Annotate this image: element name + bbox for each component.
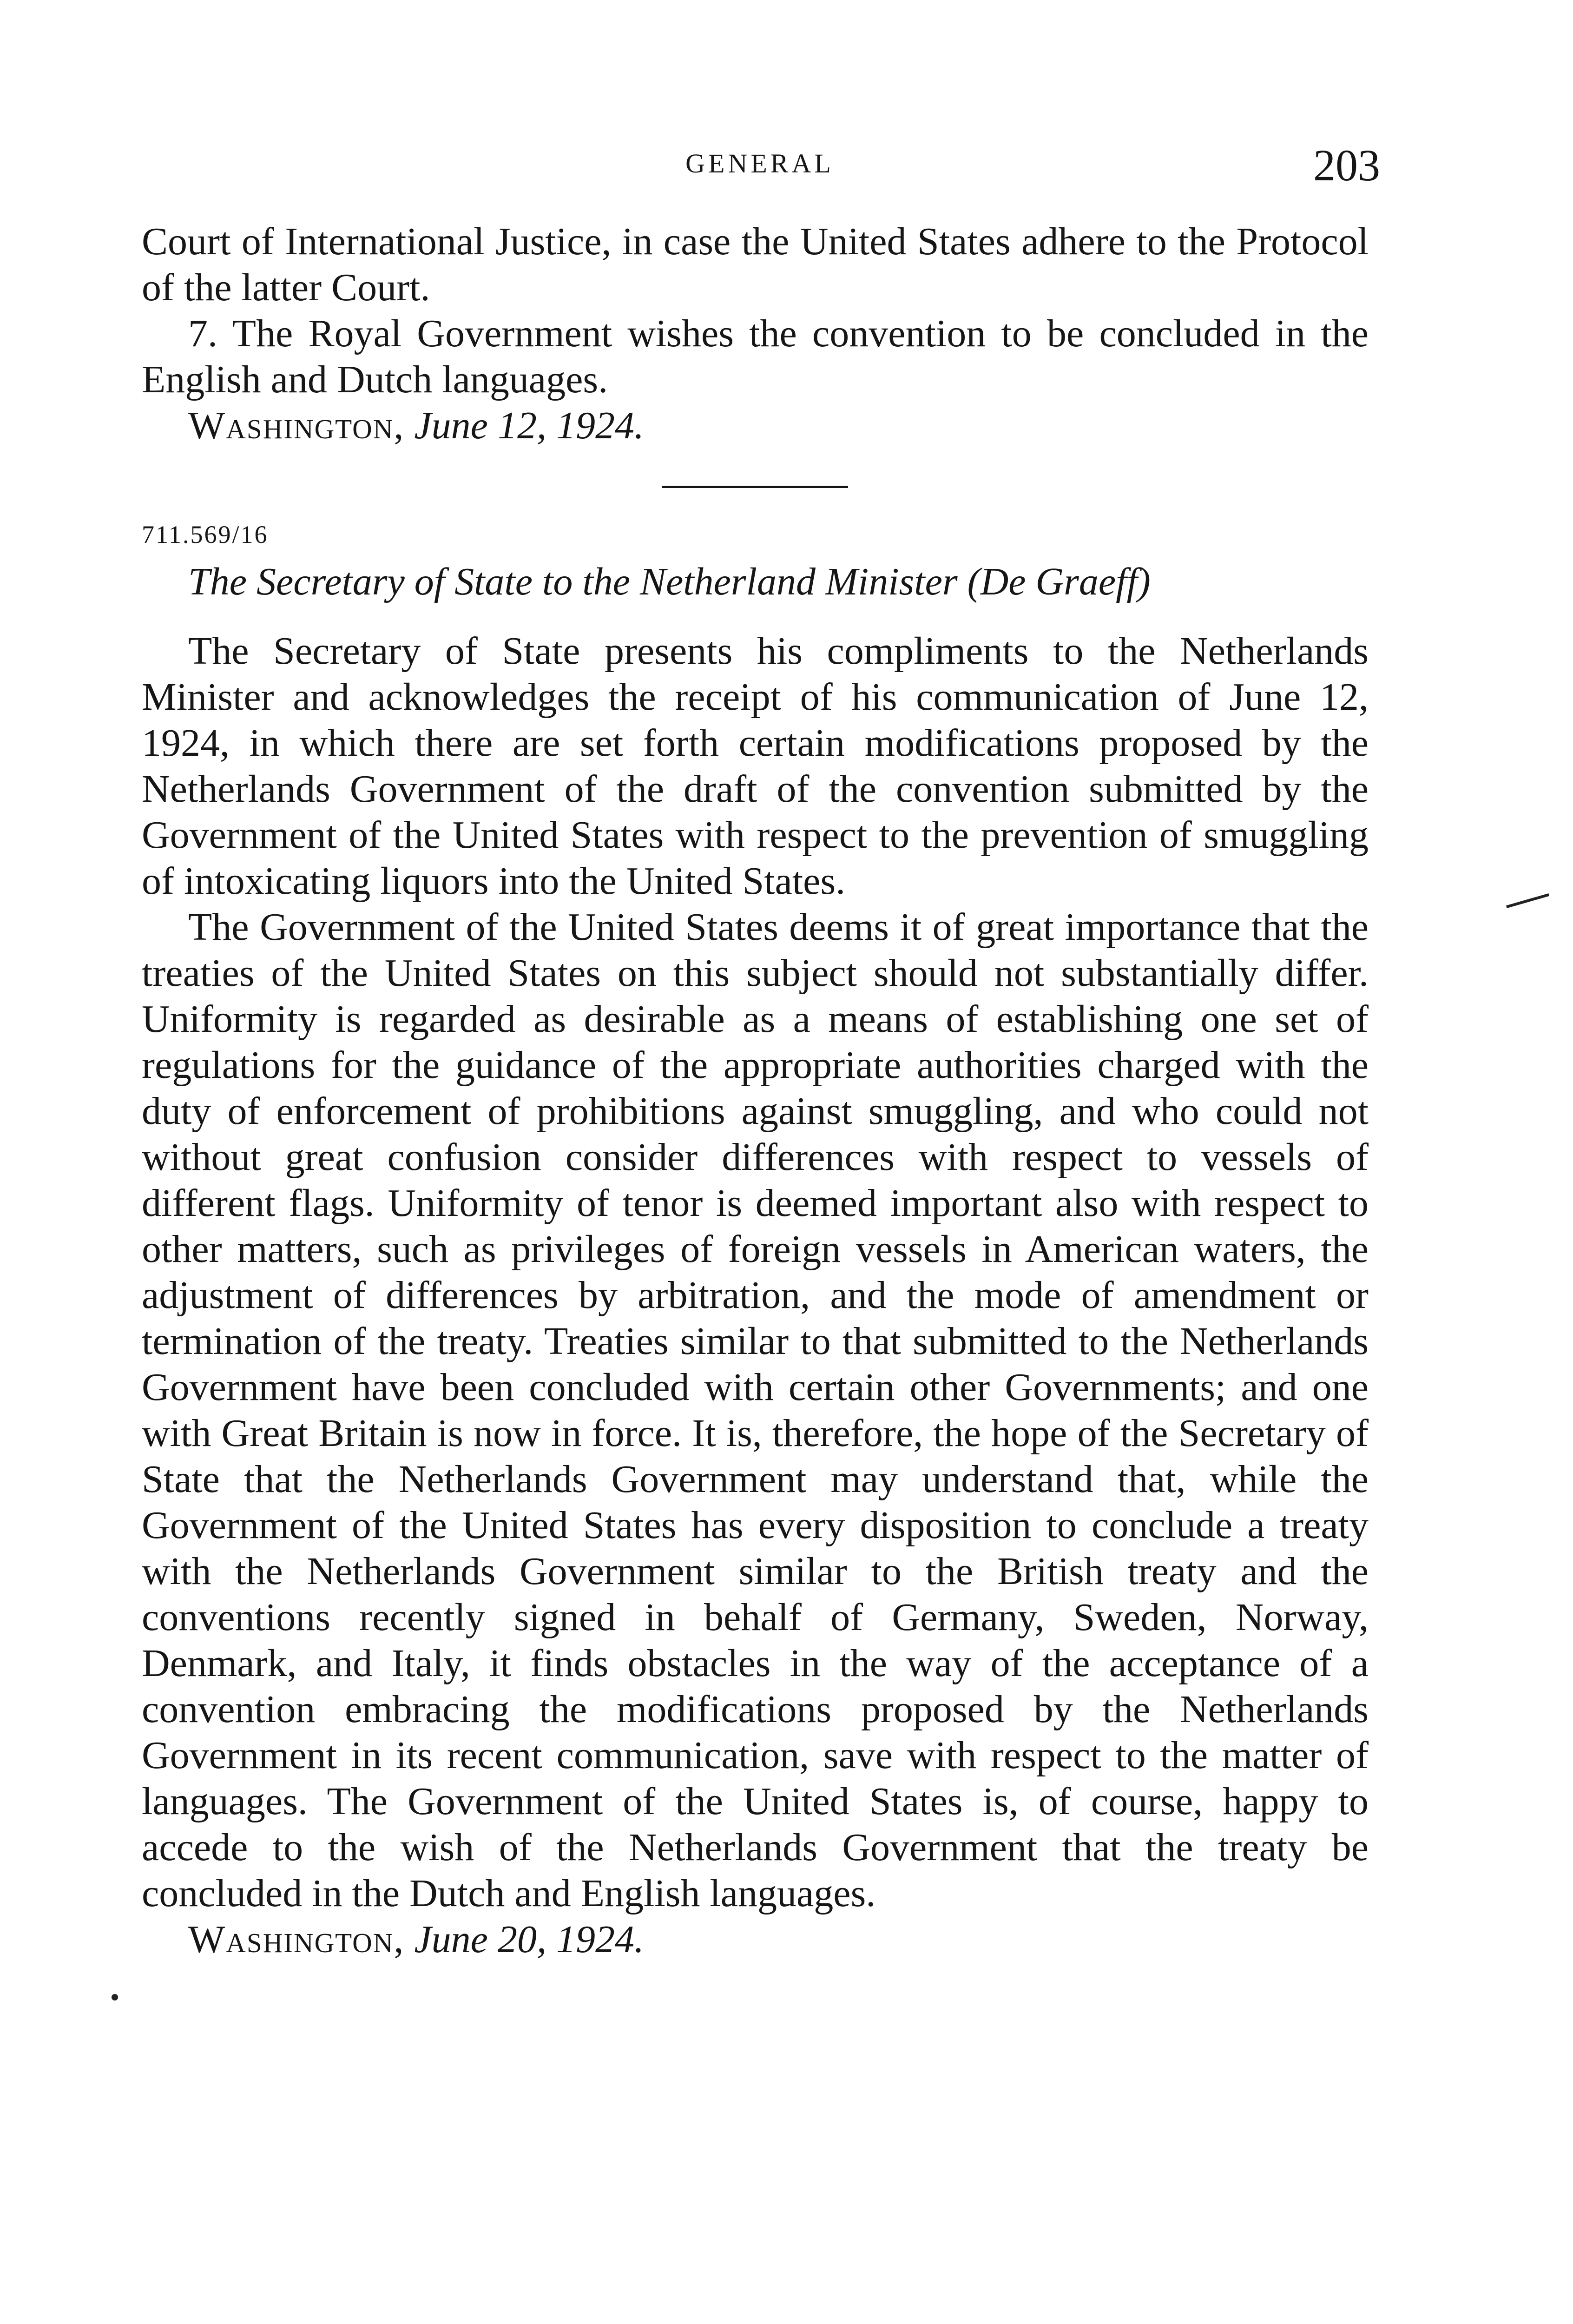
file-number: 711.569/16 xyxy=(142,521,269,548)
body-paragraph-1: The Secretary of State presents his compliments to the Netherlands Minister and acknowledges the receipt of his communication of June 12, 1924, in which there are set forth certain modifications proposed by the Netherlands Government of the draft of the convention submitted by the Government of the United States with respect to the prevention of smuggling of intoxicating liquors into the United States. xyxy=(142,629,1369,903)
running-head xyxy=(139,139,1380,195)
section-title: GENERAL xyxy=(685,148,834,178)
page-number: 203 xyxy=(1313,140,1380,190)
document-heading: The Secretary of State to the Netherland Minister (De Graeff) xyxy=(188,560,1151,603)
dateline-second xyxy=(142,1916,1369,1962)
body-text xyxy=(142,218,1369,1962)
margin-dot xyxy=(112,1994,118,2000)
item-7-paragraph: 7. The Royal Government wishes the convention to be concluded in the English and Dutch languages. xyxy=(142,312,1369,401)
dateline-place: Washington, xyxy=(188,404,405,447)
dateline-date: June 12, 1924. xyxy=(414,404,644,447)
body-paragraph-2: The Government of the United States deems it of great importance that the treaties of the United States on this subject should not substantially differ. Uniformity is regarded as desirable as a means of establishing one set of regulations for the guidance of the appropriate authorities charged with the duty of enforcement of prohibitions against smuggling, and who could not without great confusion consider differences with respect to vessels of different flags. Uniformity of tenor is deemed important also with respect to other matters, such as privileges of foreign vessels in American waters, the adjustment of differences by arbitration, and the mode of amendment or termination of the treaty. Treaties similar to that submitted to the Netherlands Government have been concluded with certain other Governments; and one with Great Britain is now in force. It is, therefore, the hope of the Secretary of State that the Netherlands Government may understand that, while the Government of the United States has every disposition to conclude a treaty with the Netherlands Government similar to the British treaty and the conventions recently signed in behalf of Germany, Sweden, Norway, Denmark, and Italy, it finds obstacles in the way of the acceptance of a convention embracing the modifications proposed by the Netherlands Government in its recent communication, save with respect to the matter of languages. The Government of the United States is, of course, happy to accede to the wish of the Netherlands Government that the treaty be concluded in the Dutch and English languages. xyxy=(142,905,1369,1915)
continuation-paragraph: Court of International Justice, in case the United States adhere to the Protocol of the latter Court. xyxy=(142,220,1369,309)
dateline-first xyxy=(142,403,1369,449)
margin-mark xyxy=(1506,893,1549,908)
dateline-place: Washington, xyxy=(188,1918,405,1961)
dateline-date: June 20, 1924. xyxy=(414,1918,644,1961)
section-divider xyxy=(662,486,848,488)
